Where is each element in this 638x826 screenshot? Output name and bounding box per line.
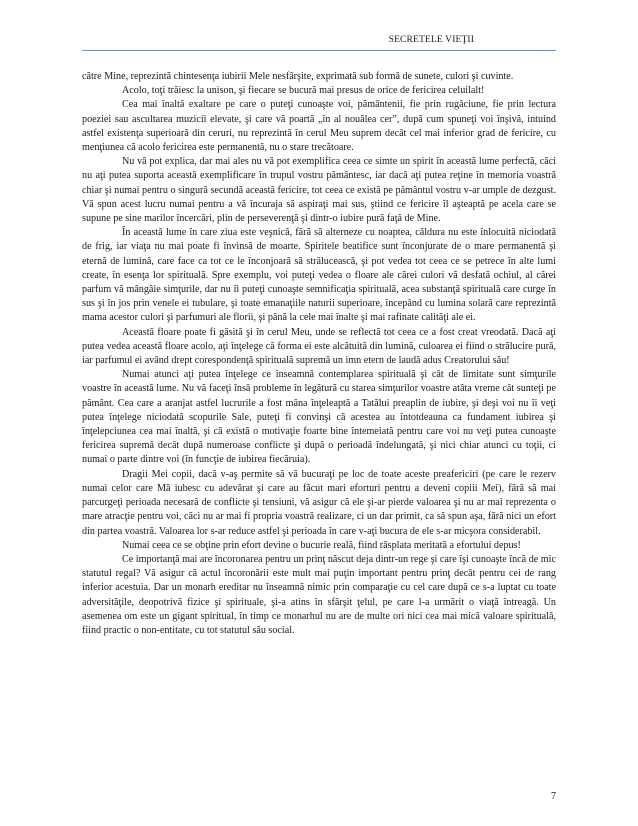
paragraph: Cea mai înaltă exaltare pe care o puteţi cunoaşte voi, pământenii, fie prin rugăciune, fie prin lectura poeziei sau ascultarea muzicii elevate, şi care vă poartă „în al nouălea cer”, după cum spuneţi voi înşivă, intuind astfel existenţa superioară din ceruri, nu reprezintă în cerul Meu suprem decât cel mai inferior grad de fericire, cu menţiunea că acolo fericirea este permanentă, nu o stare trecătoare. <box>82 99 556 154</box>
paragraph: către Mine, reprezintă chintesenţa iubirii Mele nesfârşite, exprimată sub formă de sunete, culori şi cuvinte. <box>82 71 514 82</box>
paragraph: Dragii Mei copii, dacă v-aş permite să vă bucuraţi pe loc de toate aceste preafericiri (pe care le rezerv numai celor care Mă iubesc cu adevărat şi care au făcut mari eforturi pentru a deveni copiii Mei), fără să mai parcurgeţi perioada necesară de conflicte şi tensiuni, vă asigur că ele şi-ar pierde valoarea şi nu ar mai reprezenta o mare atracţie pentru voi, căci nu ar mai fi propria voastră realizare, ci un dar primit, ca să spun aşa, fără nici un efort din partea voastră. Valoarea lor s-ar reduce astfel şi perioada în care v-aţi bucura de ele s-ar micşora considerabil. <box>82 468 556 537</box>
paragraph: Numai atunci aţi putea înţelege ce înseamnă contemplarea spirituală şi cât de limitate sunt simţurile voastre în această lume. Nu vă faceţi însă probleme în legătură cu starea simţurilor voastre atâta vreme cât sunteţi pe pământ. Cea care a aranjat astfel lucrurile a fost mâna înţeleaptă a Tatălui preaplin de iubire, şi deşi voi nu îi veţi putea înţelege niciodată scopurile Sale, puteţi fi convinşi că acestea au întotdeauna ca fundament iubirea şi înţelepciunea cea mai înaltă, şi că există o motivaţie foarte bine întemeiată pentru care voi nu veţi putea cunoaşte fericirea supremă decât după numeroase conflicte şi după o perioadă îndelungată, şi nici chiar atunci cu toţii, ci numai o parte dintre voi (în funcţie de iubirea fiecăruia). <box>82 369 556 466</box>
paragraph: Nu vă pot explica, dar mai ales nu vă pot exemplifica ceea ce simte un spirit în această lume perfectă, căci nu aţi putea suporta această exemplificare în trupul vostru pământesc, iar dacă aţi putea reţine în memoria voastră chiar şi numai pentru o singură secundă această fericire, tot ceea ce există pe pământul vostru v-ar umple de dezgust. Vă spun acest lucru numai pentru a vă încuraja să aspiraţi mai sus, ştiind ce fericire îl aşteaptă pe acela care se supune pe sine marilor încercări, plin de perseverenţă şi dintr-o iubire pură faţă de Mine. <box>82 156 556 225</box>
body-text <box>82 70 556 638</box>
header-title: SECRETELE VIEŢII <box>388 34 474 45</box>
running-header <box>82 34 556 51</box>
paragraph: Acolo, toţi trăiesc la unison, şi fiecare se bucură mai presus de orice de fericirea celuilalt! <box>122 85 485 97</box>
paragraph: În această lume în care ziua este veşnică, fără să alterneze cu noaptea, căldura nu este înlocuită niciodată de frig, iar viaţa nu mai poate fi învinsă de moarte. Spiritele beatifice sunt înconjurate de o mare permanentă şi eternă de lumină, care face ca tot ce le înconjoară să strălucească, şi pot vedea tot ceea ce se petrece în alte lumi create, în esenţa lor spirituală. Spre exemplu, voi puteţi vedea o floare ale cărei culori vă desfată ochiul, al cărei parfum vă mângâie simţurile, dar nu îi puteţi cunoaşte semnificaţia spirituală, acea substanţă spirituală care curge în sus şi în jos prin venele ei tubulare, şi toate emanaţiile naturii superioare, începând cu lumina solară care reprezintă mama acestor culori şi parfumuri ale florii, şi până la cele mai înalte şi mai rafinate calităţi ale ei. <box>82 227 556 324</box>
page-number: 7 <box>551 791 556 802</box>
paragraph: Această floare poate fi găsită şi în cerul Meu, unde se reflectă tot ceea ce a fost creat vreodată. Dacă aţi putea vedea această floare acolo, aţi înţelege că forma ei este alcătuită din lumină, culoarea ei fiind o strălucire pură, iar parfumul ei având drept corespondenţă spirituală supremă un imn etern de laudă adus Creatorului său! <box>82 326 556 367</box>
paragraph: Numai ceea ce se obţine prin efort devine o bucurie reală, fiind răsplata meritată a efortului depus! <box>122 539 521 551</box>
paragraph: Ce importanţă mai are încoronarea pentru un prinţ născut deja dintr-un rege şi care îşi cunoaşte încă de mic statutul regal? Vă asigur că actul încoronării este mult mai puţin important pentru prinţ decât pentru cei de rang inferior acestuia. Dar un monarh ereditar nu înseamnă nimic prin comparaţie cu cel care după ce s-a luptat cu toate adversităţile, deopotrivă fizice şi spirituale, şi-a atins în sfârşit ţelul, pe care l-a urmărit o viaţă întreagă. Un asemenea om este un gigant spiritual, în timp ce monarhul nu are de multe ori nici cea mai mică valoare spirituală, fiind practic o non-entitate, cu tot statutul său social. <box>82 553 556 636</box>
